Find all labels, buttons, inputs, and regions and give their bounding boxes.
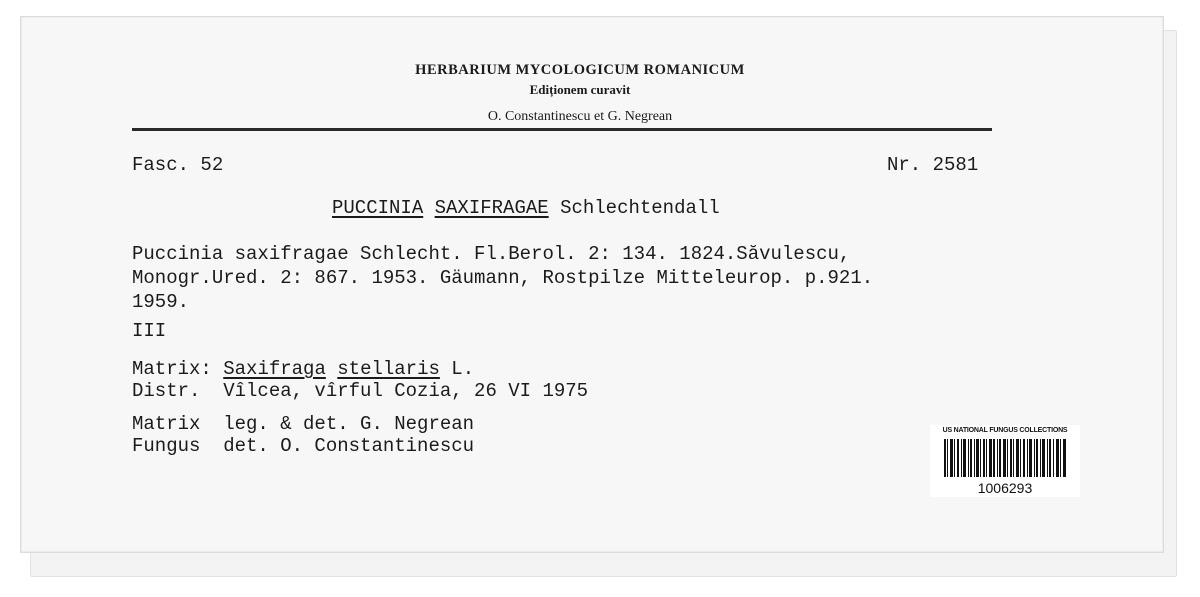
matrix-prefix: Matrix: — [132, 358, 212, 380]
citation-line: Monogr.Ured. 2: 867. 1953. Gäumann, Rostpilze Mitteleurop. p.921. — [132, 267, 874, 289]
herbarium-editors: O. Constantinescu et G. Negrean — [487, 109, 673, 124]
fascicle-number: Fasc. 52 — [132, 154, 224, 176]
distribution: Distr. Vîlcea, vîrful Cozia, 26 VI 1975 — [132, 380, 589, 402]
barcode-sticker — [930, 425, 1080, 497]
species-epithet: SAXIFRAGAE — [434, 197, 549, 219]
herbarium-subtitle: Ediționem curavit — [529, 82, 631, 97]
citation — [132, 242, 873, 314]
citation-line: 1959. — [132, 291, 190, 313]
specimen-number: Nr. 2581 — [887, 154, 979, 176]
matrix-author: L. — [451, 358, 475, 380]
matrix-host — [132, 358, 474, 380]
barcode-number: 1006293 — [977, 480, 1033, 496]
species-genus: PUCCINIA — [332, 197, 424, 219]
barcode-icon — [944, 439, 1066, 477]
species-name — [332, 197, 720, 219]
fungus-determiner: Fungus det. O. Constantinescu — [132, 435, 475, 457]
species-author: Schlechtendall — [560, 197, 720, 219]
herbarium-title: HERBARIUM MYCOLOGICUM ROMANICUM — [415, 62, 745, 78]
barcode-caption: US NATIONAL FUNGUS COLLECTIONS — [942, 427, 1068, 434]
spore-stage: III — [132, 320, 167, 342]
citation-line: Puccinia saxifragae Schlecht. Fl.Berol. 2: 134. 1824.Săvulescu, — [132, 243, 851, 265]
matrix-genus: Saxifraga — [223, 358, 326, 380]
matrix-epithet: stellaris — [337, 358, 440, 380]
collector: Matrix leg. & det. G. Negrean — [132, 413, 475, 435]
header-divider — [132, 128, 992, 131]
